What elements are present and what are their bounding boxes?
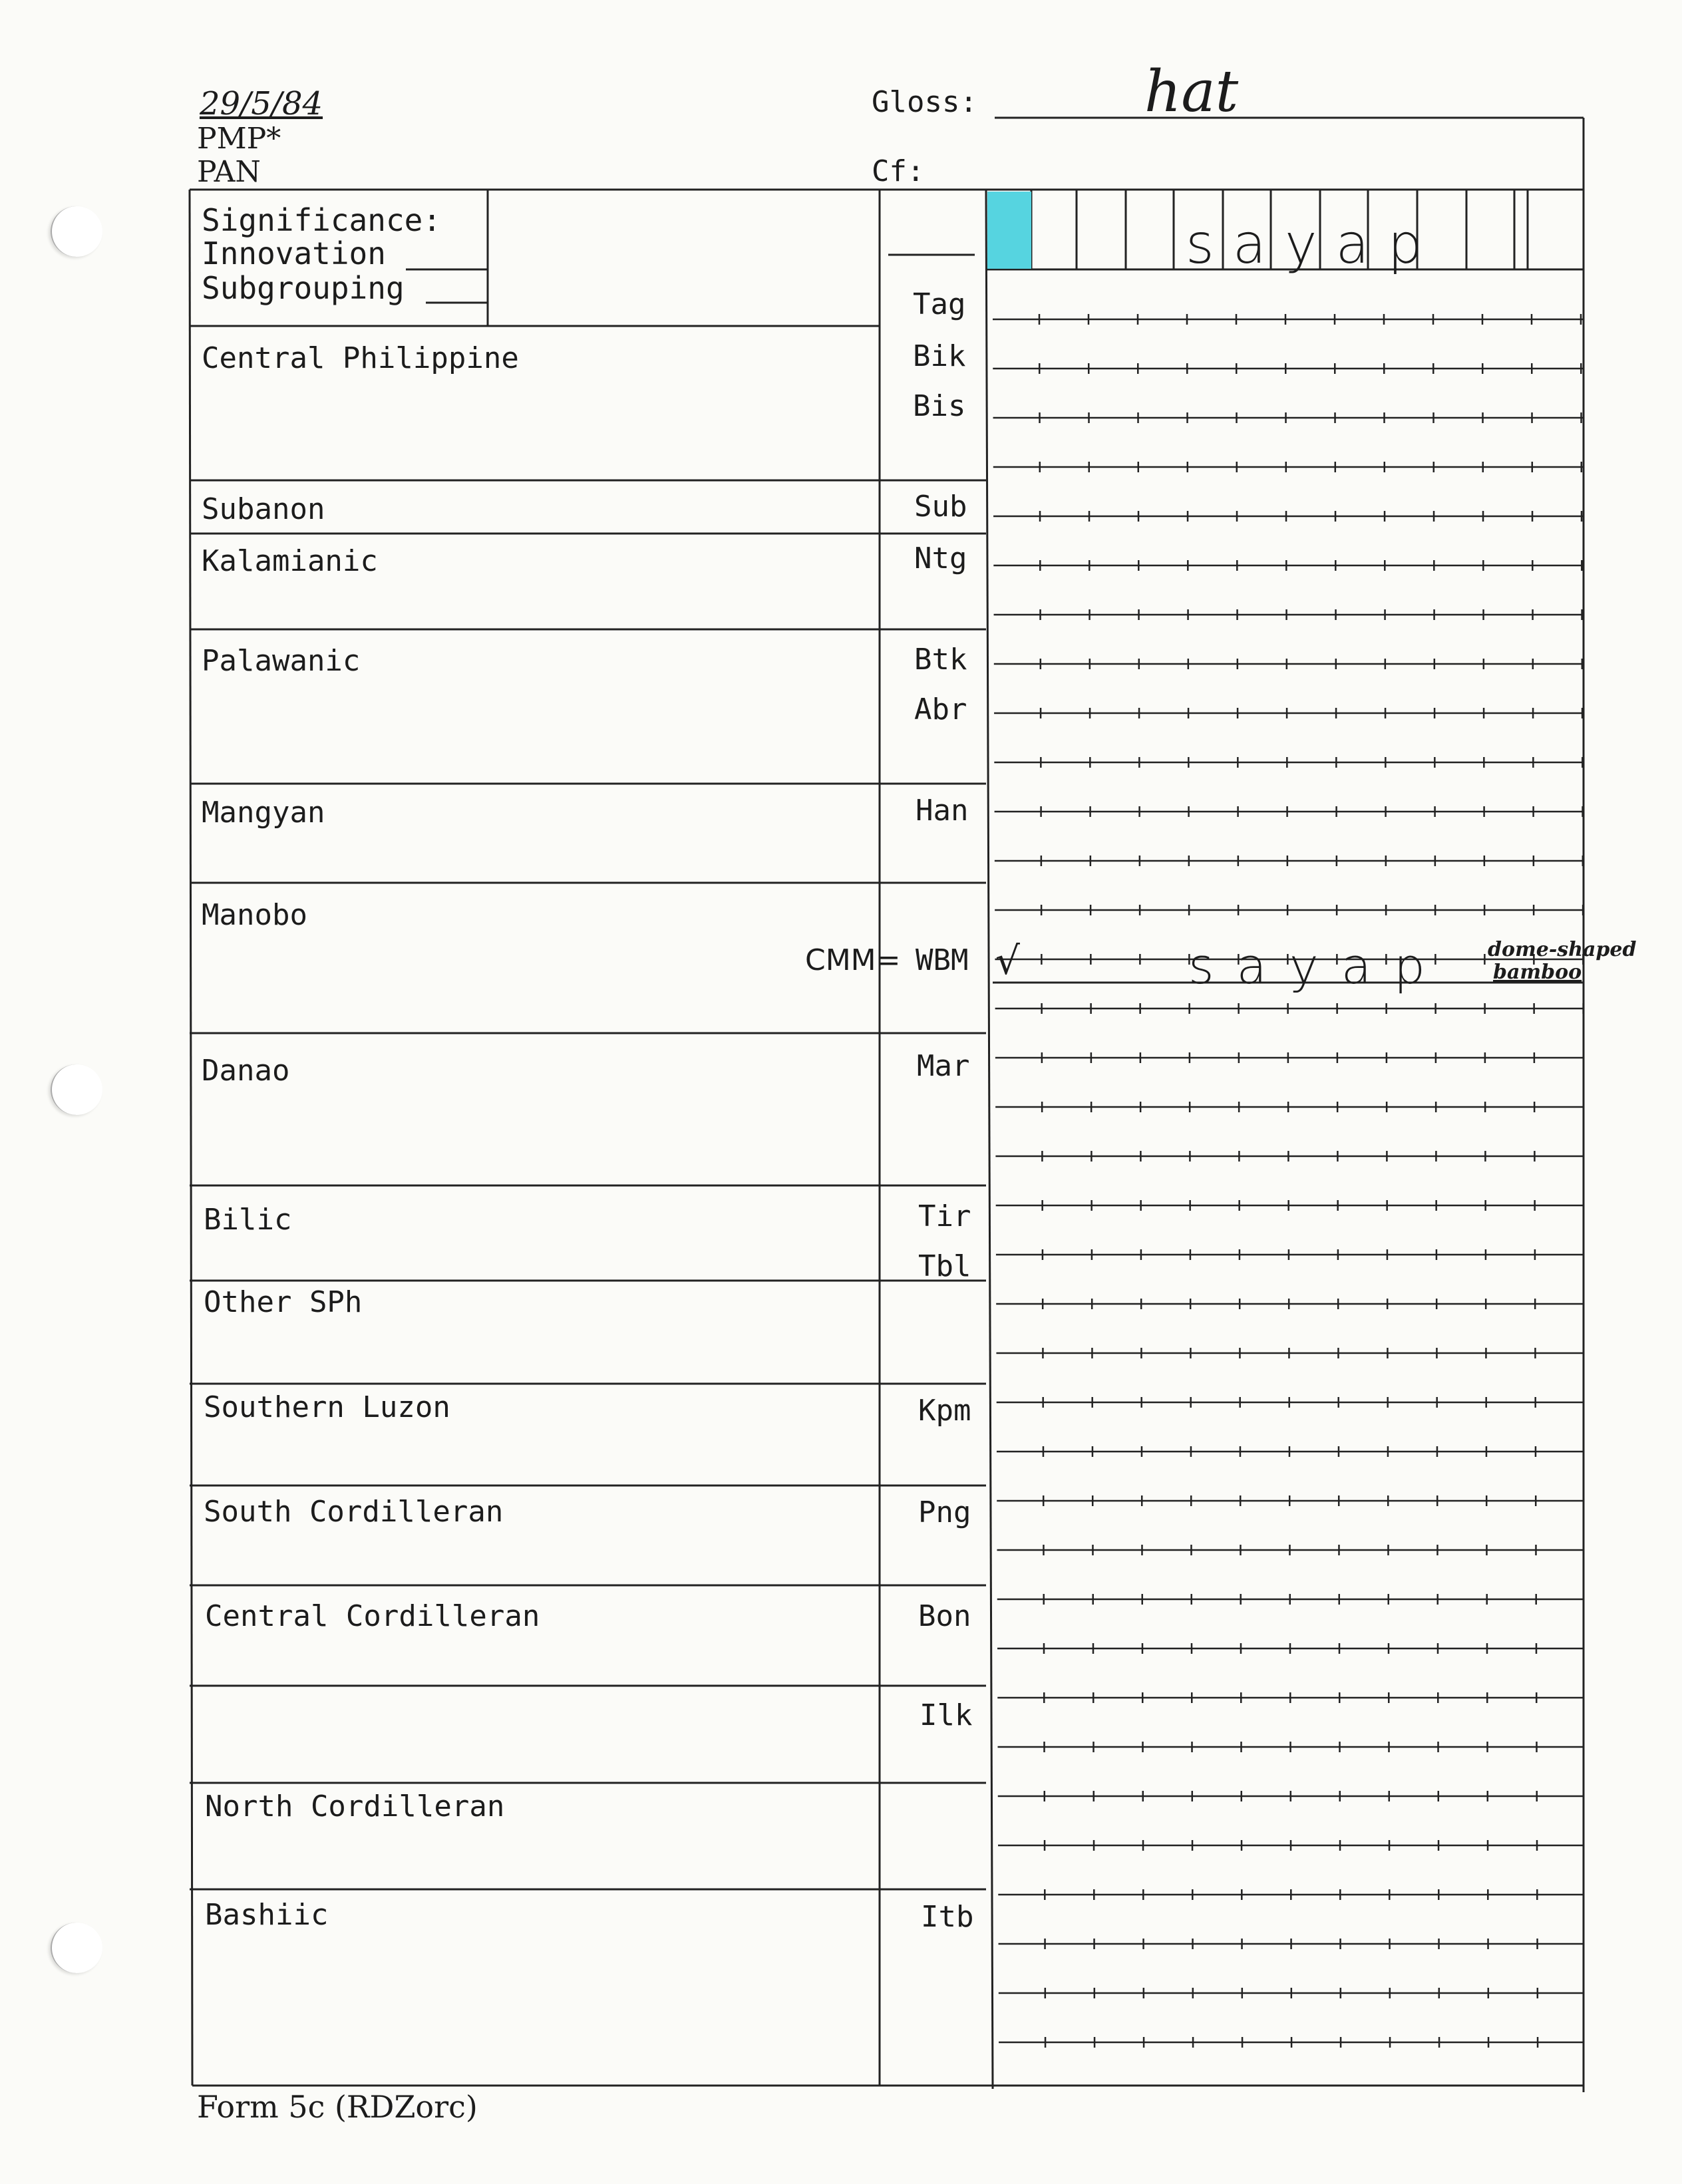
significance-title: Significance: bbox=[202, 202, 442, 238]
lang-ntg: Ntg bbox=[914, 542, 967, 575]
lang-itb: Itb bbox=[921, 1900, 974, 1934]
lang-bis: Bis bbox=[913, 389, 966, 423]
lang-tag: Tag bbox=[913, 287, 966, 321]
group-subanon: Subanon bbox=[202, 492, 325, 526]
group-north-cordilleran: North Cordilleran bbox=[205, 1790, 505, 1823]
highlighted-cell bbox=[987, 192, 1031, 269]
top-word: sayap bbox=[1186, 213, 1441, 276]
lang-han: Han bbox=[916, 794, 969, 828]
group-south-cordilleran: South Cordilleran bbox=[204, 1495, 504, 1529]
gloss-value: hat bbox=[1144, 59, 1239, 125]
pan-label: PAN bbox=[197, 155, 261, 189]
group-palawanic: Palawanic bbox=[202, 644, 361, 678]
lang-bon: Bon bbox=[918, 1599, 971, 1633]
group-central-philippine: Central Philippine bbox=[202, 341, 519, 375]
group-bilic: Bilic bbox=[204, 1203, 292, 1237]
wbm-note-line2: bamboo bbox=[1493, 961, 1582, 984]
lang-mar: Mar bbox=[917, 1049, 970, 1083]
lang-bik: Bik bbox=[913, 339, 966, 373]
group-kalamianic: Kalamianic bbox=[202, 544, 378, 578]
lang-png: Png bbox=[918, 1495, 971, 1529]
lang-tbl: Tbl bbox=[918, 1249, 971, 1283]
subgrouping-label: Subgrouping bbox=[202, 270, 405, 306]
gloss-label: Gloss: bbox=[872, 85, 977, 119]
pmp-label: PMP* bbox=[197, 122, 281, 156]
check-mark-icon: √ bbox=[995, 938, 1020, 983]
group-danao: Danao bbox=[202, 1054, 290, 1088]
group-other-sph: Other SPh bbox=[204, 1285, 363, 1319]
date-text: 29/5/84 bbox=[200, 85, 323, 122]
lang-wbm: WBM bbox=[916, 943, 969, 977]
wbm-word: sayap bbox=[1188, 938, 1448, 995]
lang-btk: Btk bbox=[914, 643, 967, 677]
innovation-label: Innovation bbox=[202, 235, 386, 271]
lang-sub: Sub bbox=[914, 490, 967, 524]
group-central-cordilleran: Central Cordilleran bbox=[205, 1599, 540, 1633]
lang-tir: Tir bbox=[918, 1199, 971, 1233]
group-southern-luzon: Southern Luzon bbox=[204, 1390, 450, 1424]
group-mangyan: Mangyan bbox=[202, 796, 325, 830]
form-label: Form 5c (RDZorc) bbox=[197, 2089, 478, 2125]
lang-ilk: Ilk bbox=[920, 1698, 973, 1732]
lang-kpm: Kpm bbox=[918, 1394, 971, 1428]
cmm-label: CMM= bbox=[805, 943, 901, 977]
cf-label: Cf: bbox=[872, 154, 925, 188]
group-bashiic: Bashiic bbox=[205, 1898, 329, 1932]
group-manobo: Manobo bbox=[202, 898, 307, 932]
wbm-note-line1: dome-shaped bbox=[1488, 938, 1637, 961]
lang-abr: Abr bbox=[914, 693, 967, 726]
